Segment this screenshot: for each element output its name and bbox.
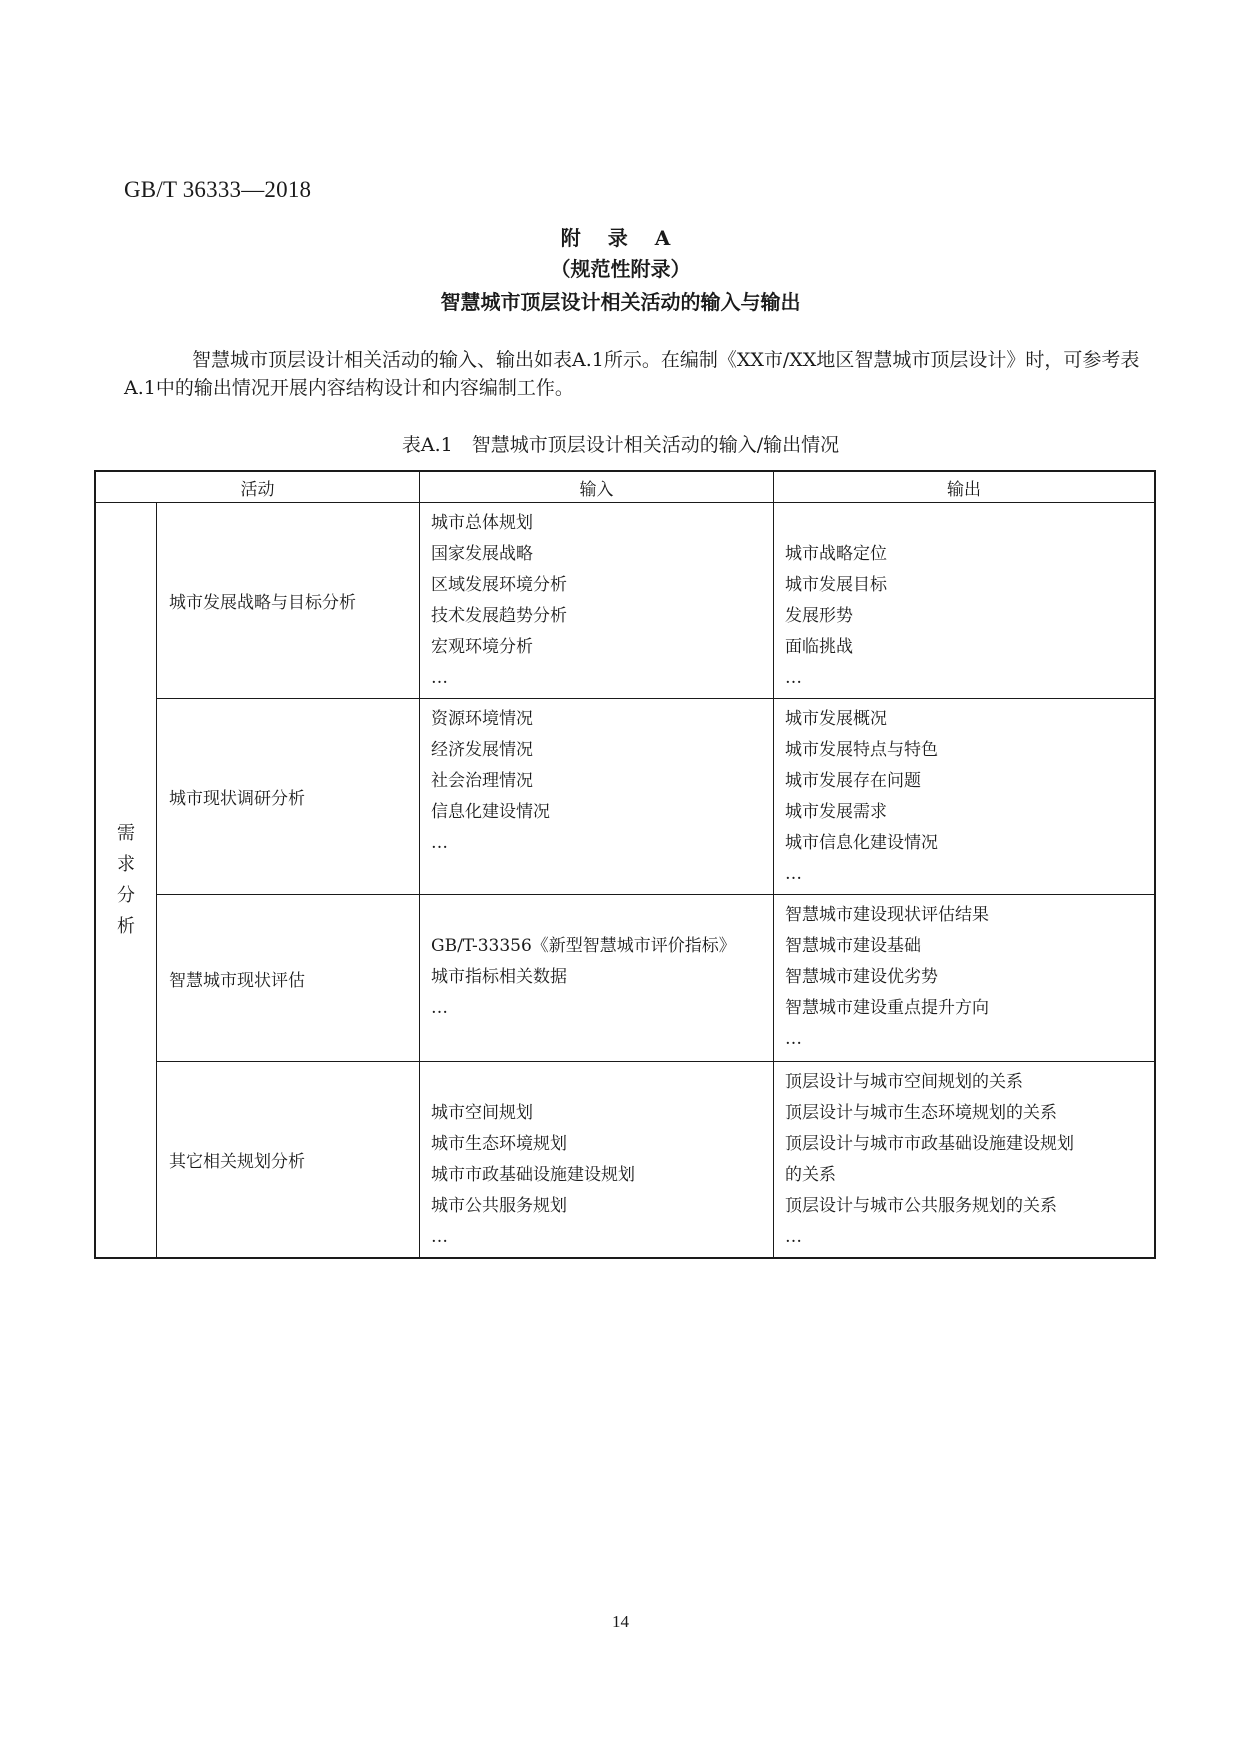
input-cell: 城市总体规划 国家发展战略 区域发展环境分析 技术发展趋势分析 宏观环境分析 … — [420, 503, 774, 699]
group-cell — [95, 503, 157, 1259]
output-cell: 智慧城市建设现状评估结果 智慧城市建设基础 智慧城市建设优劣势 智慧城市建设重点提升方向 … — [774, 895, 1156, 1062]
intro-paragraph: 智慧城市顶层设计相关活动的输入、输出如表A.1所示。在编制《XX市/XX地区智慧城市顶层设计》时，可参考表A.1中的输出情况开展内容结构设计和内容编制工作。 — [124, 349, 1140, 399]
group-label: 需 求 分 析 — [117, 823, 135, 937]
header-output: 输出 — [774, 471, 1156, 503]
table-header-row — [95, 471, 1155, 503]
table-caption: 表A.1 智慧城市顶层设计相关活动的输入/输出情况 — [401, 434, 840, 456]
table-row — [95, 699, 1155, 895]
table-row — [95, 503, 1155, 699]
page-number: 14 — [612, 1612, 629, 1631]
activity-cell: 城市现状调研分析 — [157, 699, 420, 895]
annex-subtitle: （规范性附录） — [550, 257, 691, 281]
input-cell: 资源环境情况 经济发展情况 社会治理情况 信息化建设情况 … — [420, 699, 774, 895]
output-cell: 顶层设计与城市空间规划的关系 顶层设计与城市生态环境规划的关系 顶层设计与城市市政基础设施建设规划 的关系 顶层设计与城市公共服务规划的关系 … — [774, 1062, 1156, 1259]
activity-cell: 其它相关规划分析 — [157, 1062, 420, 1259]
annex-name: 智慧城市顶层设计相关活动的输入与输出 — [440, 290, 801, 314]
header-activity: 活动 — [95, 471, 420, 503]
output-cell: 城市发展概况 城市发展特点与特色 城市发展存在问题 城市发展需求 城市信息化建设情况 … — [774, 699, 1156, 895]
output-cell: 城市战略定位 城市发展目标 发展形势 面临挑战 … — [774, 503, 1156, 699]
io-table — [94, 470, 1156, 1259]
activity-cell: 城市发展战略与目标分析 — [157, 503, 420, 699]
annex-title: 附 录 A — [560, 226, 681, 250]
input-cell: GB/T-33356《新型智慧城市评价指标》 城市指标相关数据 … — [420, 895, 774, 1062]
activity-cell: 智慧城市现状评估 — [157, 895, 420, 1062]
table-row — [95, 1062, 1155, 1259]
table-row — [95, 895, 1155, 1062]
standard-code: GB/T 36333—2018 — [124, 177, 312, 202]
input-cell: 城市空间规划 城市生态环境规划 城市市政基础设施建设规划 城市公共服务规划 … — [420, 1062, 774, 1259]
header-input: 输入 — [420, 471, 774, 503]
